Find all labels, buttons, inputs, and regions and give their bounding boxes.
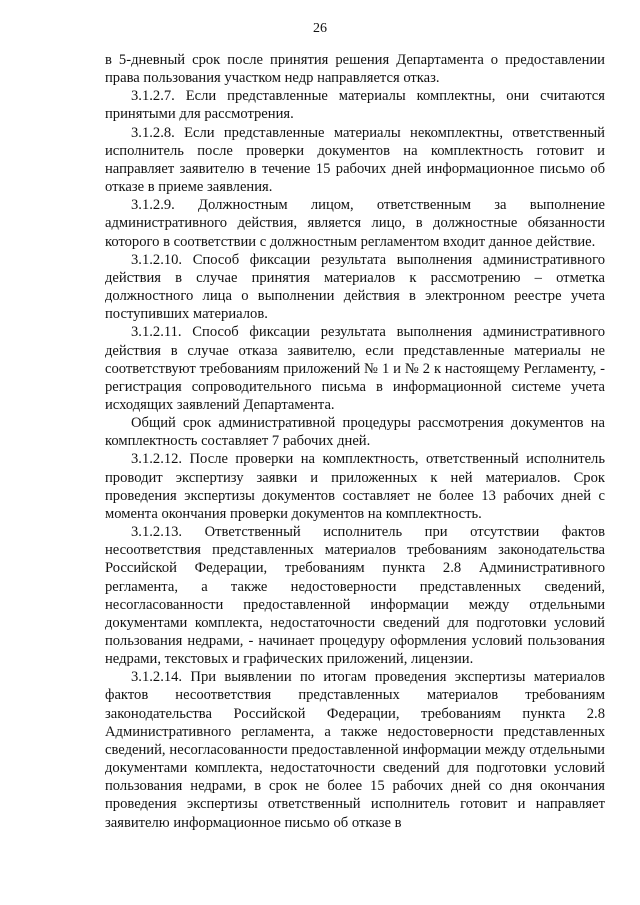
paragraph-3-1-2-9: 3.1.2.9. Должностным лицом, ответственным за выполнение административного действия, является лицо, в должностные обязанности которого в соответствии с должностным регламентом входит данное действие. bbox=[105, 197, 605, 250]
document-body bbox=[105, 51, 605, 832]
paragraph-3-1-2-13: 3.1.2.13. Ответственный исполнитель при отсутствии фактов несоответствия представленных материалов требованиям законодательства Российской Федерации, требованиям пункта 2.8 Административного регламента, а также недостоверности представленных сведений, несогласованности предоставленной информации между отдельными документами комплекта, недостаточности сведений для подготовки условий пользования недрами, - начинает процедуру оформления условий пользования недрами, текстовых и графических приложений, лицензии. bbox=[105, 524, 605, 668]
paragraph-3-1-2-7: 3.1.2.7. Если представленные материалы комплектны, они считаются принятыми для рассмотрения. bbox=[105, 88, 605, 123]
page-number: 26 bbox=[313, 21, 327, 36]
paragraph-3-1-2-14: 3.1.2.14. При выявлении по итогам проведения экспертизы материалов фактов несоответствия представленных материалов требованиям законодательства Российской Федерации, требованиям пункта 2.8 Административного регламента, а также недостоверности представленных сведений, несогласованности предоставленной информации между отдельными документами комплекта, недостаточности сведений для подготовки условий пользования недрами, в срок не более 15 рабочих дней со дня окончания проведения экспертизы ответственный исполнитель готовит и направляет заявителю информационное письмо об отказе в bbox=[105, 669, 605, 831]
paragraph-continuation: в 5-дневный срок после принятия решения Департамента о предоставлении права пользования участком недр направляется отказ. bbox=[105, 52, 605, 87]
paragraph-general-term: Общий срок административной процедуры рассмотрения документов на комплектность составляет 7 рабочих дней. bbox=[105, 415, 605, 450]
paragraph-3-1-2-10: 3.1.2.10. Способ фиксации результата выполнения административного действия в случае принятия материалов к рассмотрению – отметка должностного лица о выполнении действия в электронном реестре учета поступивших материалов. bbox=[105, 251, 605, 323]
paragraph-3-1-2-11: 3.1.2.11. Способ фиксации результата выполнения административного действия в случае отказа заявителю, если представленные материалы не соответствуют требованиям приложений № 1 и № 2 к настоящему Регламенту, - регистрация сопроводительного письма в информационной системе учета исходящих заявлений Департамента. bbox=[105, 324, 605, 413]
paragraph-3-1-2-12: 3.1.2.12. После проверки на комплектность, ответственный исполнитель проводит экспертизу заявки и приложенных к ней материалов. Срок проведения экспертизы документов составляет не более 13 рабочих дней с момента окончания проверки документов на комплектность. bbox=[105, 451, 605, 522]
paragraph-3-1-2-8: 3.1.2.8. Если представленные материалы некомплектны, ответственный исполнитель после проверки документов на комплектность готовит и направляет заявителю в течение 15 рабочих дней информационное письмо об отказе в приеме заявления. bbox=[105, 124, 605, 196]
